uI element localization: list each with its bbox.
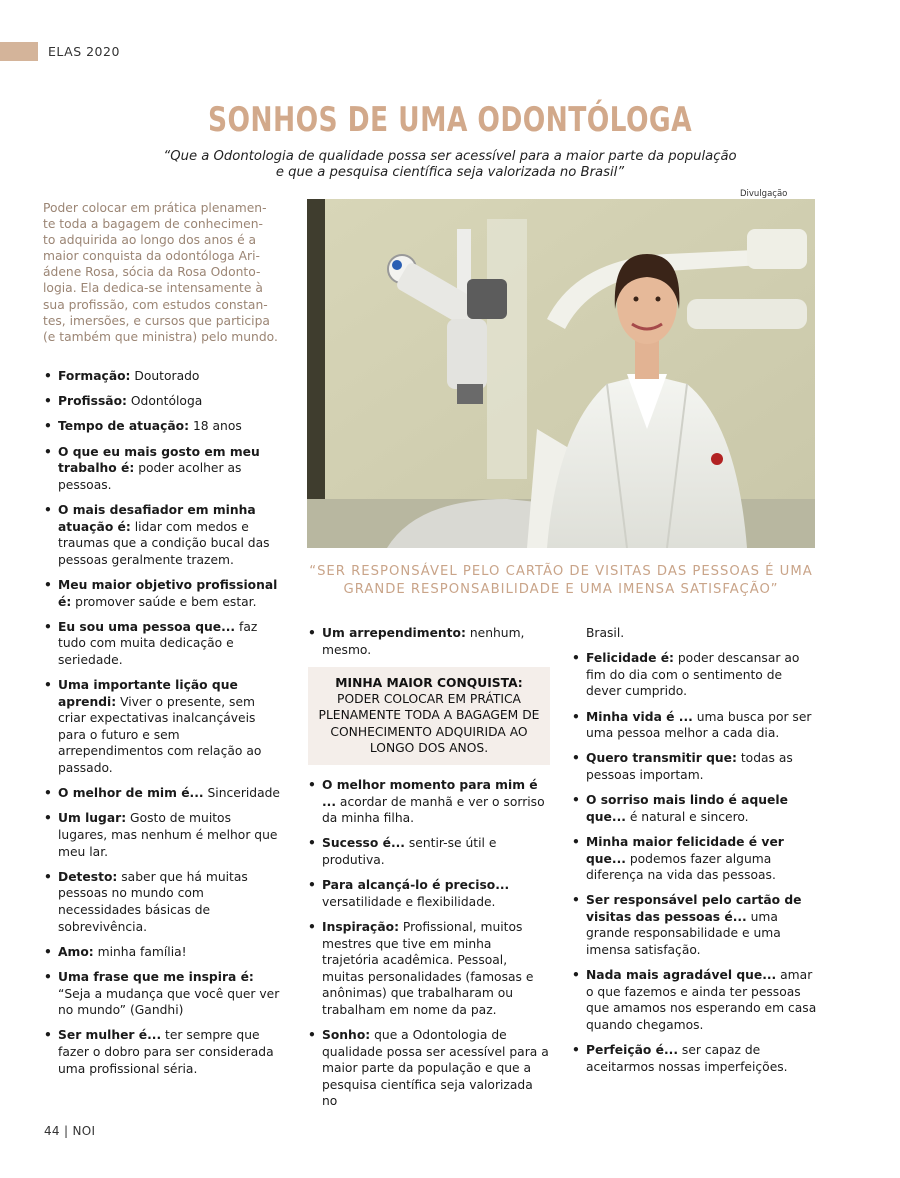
qa-answer: uma busca por ser uma pessoa melhor a cada dia. (586, 709, 812, 741)
qa-answer: acordar de manhã e ver o sorriso da minha filha. (322, 794, 545, 826)
intro-line: Poder colocar em prática plenamen- (43, 201, 267, 215)
qa-item (572, 892, 817, 958)
qa-answer: poder acolher as pessoas. (58, 461, 242, 492)
qa-label: Amo: (58, 944, 94, 959)
qa-answer: “Seja a mudança que você quer ver no mundo” (Gandhi) (58, 986, 280, 1018)
qa-item (308, 1027, 550, 1110)
intro-line: ádene Rosa, sócia da Rosa Odonto- (43, 265, 261, 280)
qa-label: O melhor de mim é... (58, 786, 204, 801)
qa-label: Profissão: (58, 394, 127, 409)
highlight-box (308, 667, 550, 765)
qa-item (308, 877, 550, 910)
qa-label: Um arrependimento: (322, 626, 466, 640)
intro-line: logia. Ela dedica-se intensamente à (43, 281, 263, 296)
highlight-box-title: MINHA MAIOR CONQUISTA: (335, 676, 523, 690)
qa-item (44, 785, 284, 802)
qa-answer: saber que há muitas pessoas no mundo com necessidades básicas de sobrevivência. (58, 869, 248, 934)
qa-item (572, 650, 817, 700)
qa-label: Para alcançá-lo é preciso... (322, 878, 510, 893)
qa-answer: versatilidade e flexibilidade. (322, 894, 496, 909)
intro-line: sua profissão, com estudos constan- (43, 297, 268, 312)
qa-answer: lidar com medos e traumas que a condição bucal das pessoas geralmente trazem. (58, 519, 270, 567)
qa-item (308, 777, 550, 827)
qa-answer: Gosto de muitos lugares, mas nenhum é melhor que meu lar. (58, 811, 278, 859)
qa-item (44, 869, 284, 935)
section-label: ELAS 2020 (48, 44, 120, 59)
qa-item (572, 709, 817, 742)
qa-item (44, 393, 284, 410)
highlight-box-text: PODER COLOCAR EM PRÁTICA PLENAMENTE TODA A BAGAGEM DE CONHECIMENTO ADQUIRIDA AO LONGO DOS ANOS. (318, 692, 540, 755)
qa-answer: Odontóloga (126, 394, 203, 409)
qa-item (308, 919, 550, 1019)
intro-line: te toda a bagagem de conhecimen- (43, 217, 263, 232)
qa-label: Detesto: (58, 869, 118, 884)
qa-item (44, 969, 284, 1019)
qa-answer: Doutorado (130, 369, 200, 383)
qa-label: Uma frase que me inspira é: (58, 969, 254, 984)
qa-item (44, 944, 284, 961)
qa-answer: faz tudo com muita dedicação e seriedade. (58, 619, 258, 667)
intro-paragraph (43, 200, 287, 345)
qa-list-column-2 (308, 777, 550, 1119)
qa-column-3 (572, 625, 817, 1084)
qa-label: O mais desafiador em minha atuação é: (58, 502, 256, 534)
qa-answer: uma grande responsabilidade e uma imensa satisfação. (586, 909, 781, 958)
qa-answer: Sinceridade (203, 786, 280, 801)
qa-list-column-2-top (308, 625, 550, 667)
article-subtitle (130, 149, 770, 181)
qa-answer: ter sempre que fazer o dobro para ser considerada uma profissional séria. (58, 1028, 274, 1076)
qa-answer: que a Odontologia de qualidade possa ser acessível para a maior parte da população e que a pesquisa científica seja valorizada no (322, 1028, 549, 1109)
qa-label: Tempo de atuação: (58, 419, 190, 434)
qa-answer: poder descansar ao fim do dia com o sentimento de dever cumprido. (586, 651, 800, 699)
qa-item (572, 750, 817, 783)
qa-item (44, 577, 284, 610)
qa-label: Ser responsável pelo cartão de visitas das pessoas é... (586, 893, 802, 924)
qa-item (572, 1042, 817, 1075)
qa-answer: ser capaz de aceitarmos nossas imperfeições. (586, 1043, 788, 1074)
qa-item (44, 810, 284, 860)
qa-label: Minha maior felicidade é ver que... (586, 834, 784, 866)
qa-label: Um lugar: (58, 811, 127, 826)
photo-credit: Divulgação (740, 189, 788, 199)
intro-line: (e também que ministra) pelo mundo. (43, 329, 278, 344)
pull-quote (307, 563, 815, 599)
qa-item (44, 619, 284, 669)
qa-answer: amar o que fazemos e ainda ter pessoas que amamos nos esperando em casa quando chegamos. (586, 968, 817, 1033)
qa-label: Nada mais agradável que... (586, 968, 777, 983)
qa-item (44, 1027, 284, 1077)
qa-label: Quero transmitir que: (586, 751, 737, 766)
qa-label: Perfeição é... (586, 1043, 678, 1058)
qa-item (308, 835, 550, 868)
qa-item (572, 967, 817, 1033)
qa-item (44, 444, 284, 494)
intro-line: maior conquista da odontóloga Ari- (43, 249, 260, 264)
subtitle-line-2: e que a pesquisa científica seja valorizada no Brasil” (275, 165, 625, 180)
qa-answer: promover saúde e bem estar. (71, 594, 257, 609)
photo-illustration (307, 199, 815, 548)
qa-item (44, 677, 284, 777)
qa-label: O melhor momento para mim é ... (322, 778, 538, 809)
page-footer: 44 | NOI (44, 1124, 96, 1138)
qa-answer: sentir-se útil e produtiva. (322, 836, 497, 867)
qa-answer: nenhum, mesmo. (322, 626, 525, 657)
qa-label: Eu sou uma pessoa que... (58, 619, 236, 634)
qa-item (44, 368, 284, 385)
qa-item (308, 625, 550, 658)
qa-answer-continuation: Brasil. (586, 626, 625, 640)
article-photo (307, 199, 815, 548)
qa-list-column-1 (44, 368, 284, 1086)
qa-answer: é natural e sincero. (625, 809, 749, 824)
qa-item (44, 502, 284, 568)
pull-quote-line-1: “SER RESPONSÁVEL PELO CARTÃO DE VISITAS DAS PESSOAS É UMA (309, 564, 813, 579)
qa-answer: minha família! (93, 944, 187, 959)
intro-line: to adquirida ao longo dos anos é a (43, 233, 257, 248)
intro-line: tes, imersões, e cursos que participa (43, 313, 270, 328)
qa-label: Ser mulher é... (58, 1028, 162, 1043)
qa-answer: Viver o presente, sem criar expectativas inalcançáveis para o futuro e sem arrependimentos com relação ao passado. (58, 694, 262, 776)
qa-item (572, 834, 817, 884)
subtitle-line-1: “Que a Odontologia de qualidade possa ser acessível para a maior parte da população (163, 149, 737, 164)
qa-label: Inspiração: (322, 919, 399, 934)
pull-quote-line-2: GRANDE RESPONSABILIDADE E UMA IMENSA SATISFAÇÃO” (343, 582, 779, 597)
qa-answer: Profissional, muitos mestres que tive em minha trajetória acadêmica. Pessoal, muitas personalidades (famosas e anônimas) que trabalharam ou trabalham em nome da paz. (322, 919, 534, 1017)
qa-list-column-3 (572, 650, 817, 1075)
qa-label: Sucesso é... (322, 836, 405, 851)
section-color-tab (0, 42, 38, 61)
article-title: SONHOS DE UMA ODONTÓLOGA (207, 100, 693, 140)
qa-answer: podemos fazer alguma diferença na vida das pessoas. (586, 851, 776, 883)
qa-label: Minha vida é ... (586, 709, 693, 724)
qa-label: Formação: (58, 369, 131, 383)
qa-item (572, 792, 817, 825)
qa-label: O sorriso mais lindo é aquele que... (586, 793, 788, 824)
qa-label: Meu maior objetivo profissional é: (58, 577, 278, 609)
qa-item (44, 418, 284, 435)
qa-label: Uma importante lição que aprendi: (58, 678, 238, 709)
qa-label: Felicidade é: (586, 651, 674, 666)
qa-answer: todas as pessoas importam. (586, 751, 793, 782)
qa-label: Sonho: (322, 1028, 371, 1043)
qa-label: O que eu mais gosto em meu trabalho é: (58, 444, 260, 476)
qa-answer: 18 anos (189, 419, 242, 434)
